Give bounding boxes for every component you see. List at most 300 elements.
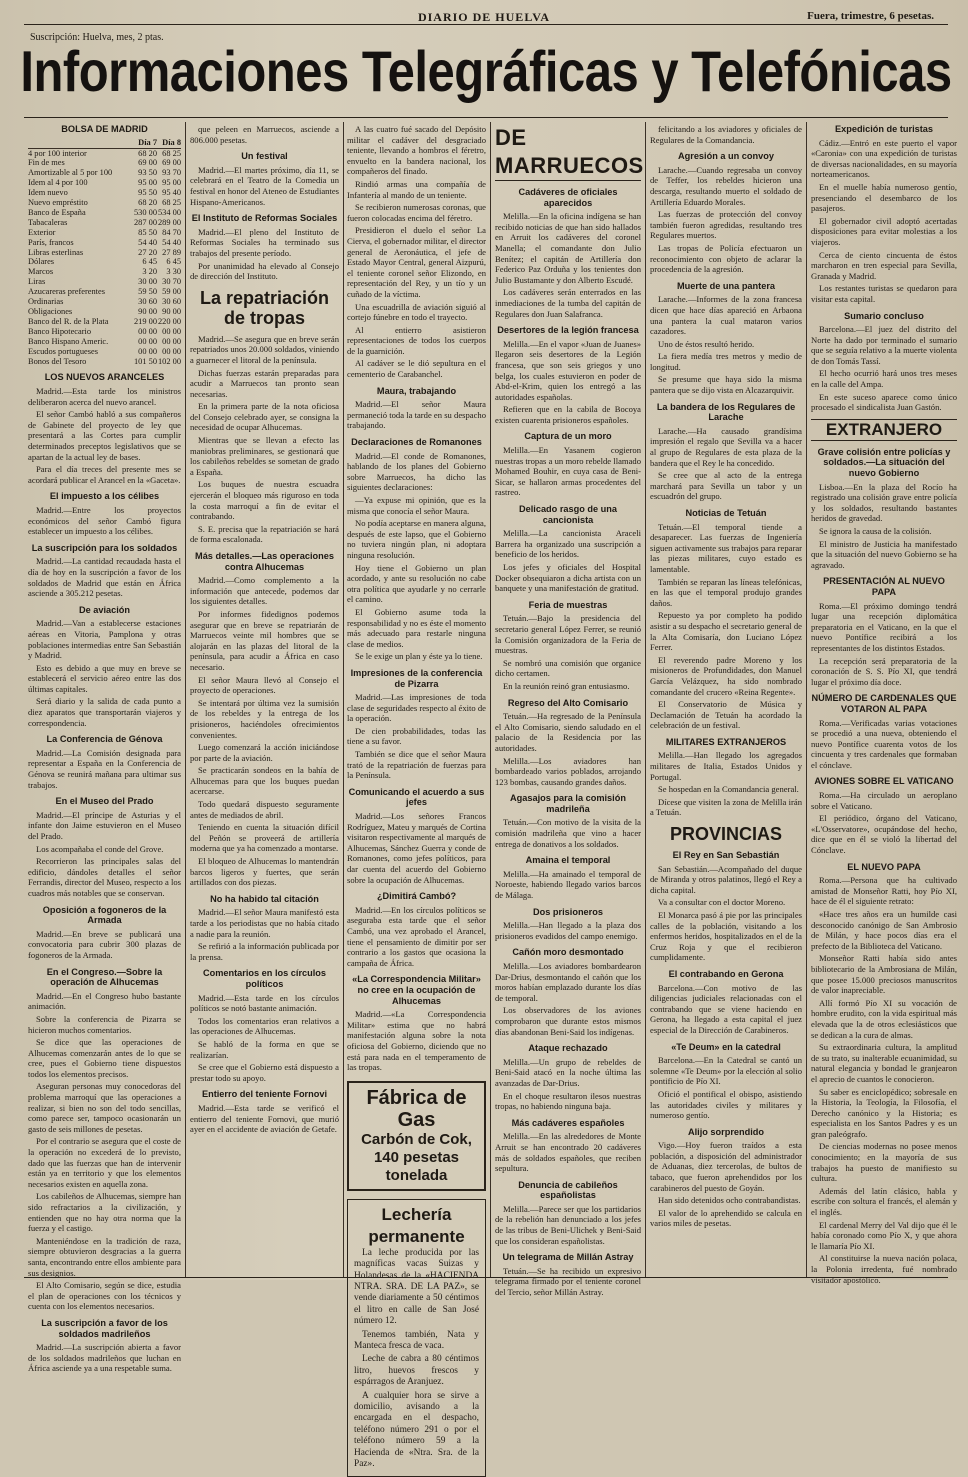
article-text: También se reparan las líneas telefónicas, en las que el temporal produjo grandes daños.: [650, 576, 802, 608]
article-heading: MILITARES EXTRANJEROS: [665, 736, 787, 747]
bolsa-header-cell: Día 7: [133, 138, 157, 148]
article-text: La recepción será preparatoria de la coronación de S. S. Pío XI, que tendrá lugar el próximo día doce.: [811, 655, 957, 687]
article-text: El señor Cambó habló a sus compañeros de Gabinete del proyecto de ley que presentará a las Cortes para cumplir determinados preceptos legislativos que se apartan de la actual ley de bases.: [28, 409, 181, 462]
bolsa-security-name: Nuevo empréstito: [28, 198, 88, 208]
bolsa-quote: 102 00: [157, 356, 181, 366]
article-heading: NÚMERO DE CARDENALES QUE VOTARON AL PAPA: [811, 693, 957, 714]
ad-title: Fábrica de Gas: [366, 1086, 467, 1131]
article-text: De cien probabilidades, todas las tiene a su favor.: [347, 725, 486, 747]
article-heading: Dos prisioneros: [533, 906, 603, 917]
article-heading: La suscripción para los soldados: [31, 542, 178, 553]
article-text: El hecho ocurrió hará unos tres meses en la calle del Ampa.: [811, 368, 957, 390]
article-text: Al constituirse la nueva nación polaca, la Polonia irredenta, fué nombrado visitador apostólico.: [811, 1253, 957, 1285]
bolsa-security-name: Marcos: [28, 267, 54, 277]
bolsa-row: [28, 337, 181, 347]
article-text: Se practicarán sondeos en la bahía de Alhucemas para que los buques puedan acercarse.: [190, 765, 339, 797]
article-text: El periódico, órgano del Vaticano, «L'Osservatore», ocupándose del hecho, dice que en él se violó la libertad del Cónclave.: [811, 813, 957, 856]
bolsa-quote: 90 00: [162, 307, 181, 316]
headline-rule: [24, 117, 948, 118]
bolsa-row: [28, 257, 181, 267]
article-heading: «La Correspondencia Militar» no cree en la ocupación de Alhucemas: [352, 974, 481, 1006]
article-text: En la reunión reinó gran entusiasmo.: [503, 680, 630, 691]
page-headline: Informaciones Telegráficas y Telefónicas: [20, 40, 952, 104]
article-text: —Ya expuse mi opinión, que es la misma que conocía el señor Maura.: [347, 495, 486, 516]
bolsa-quote: 00 00: [138, 336, 157, 346]
article-text: Uno de éstos resultó herido.: [658, 338, 755, 349]
bolsa-quote: 530 00: [133, 207, 157, 217]
bolsa-row: [28, 188, 181, 198]
article-text: Madrid.—El pleno del Instituto de Reformas Sociales ha terminado sus trabajos del presente período.: [190, 226, 339, 258]
bolsa-quote: 69 00: [162, 158, 181, 168]
bolsa-security-name: Bonos del Tesoro: [28, 356, 87, 366]
bolsa-quote: 68 25: [162, 198, 181, 208]
article-text: No podía aceptarse en manera alguna, después de este lapso, que el Gobierno no tuviera ningún plan, ni adoptara ninguna resolución.: [347, 518, 486, 560]
bolsa-quote: 00 00: [162, 336, 181, 346]
article-text: Los cadáveres serán enterrados en las inmediaciones de la tumba del capitán de Regulares don Juan Salafranca.: [495, 287, 641, 319]
article-text: Melilla.—Un grupo de rebeldes de Beni-Said atacó en la noche última las avanzadas de Dar-Drius.: [495, 1056, 641, 1088]
article-heading: Más detalles.—Las operaciones contra Alhucemas: [195, 551, 334, 572]
article-text: Se nombró una comisión que organice dicho certamen.: [495, 657, 641, 679]
article-text: Su saber es enciclopédico; sobresale en la Historia, la Teología, la Filosofía, el Derecho canónico y la Historia; es especialista en los Santos Padres y es un gran paleógrafo.: [811, 1086, 957, 1139]
article-text: Roma.—Persona que ha cultivado amistad de Monseñor Ratti, hoy Pío XI, hace de él el siguiente retrato:: [811, 875, 957, 907]
bolsa-quote: 93 70: [162, 168, 181, 178]
article-text: El bloqueo de Alhucemas lo mantendrán barcos ligeros y fuertes, que serán artillados con dos piezas.: [190, 856, 339, 888]
article-text: Por informes fidedignos podemos asegurar que en breve se repatriarán de Marruecos veinte mil hombres que se alojarán en las plazas del litoral de la península, para acudir a África en caso necesario.: [190, 608, 339, 672]
article-text: Al cadáver se le dió sepultura en el cementerio de Carabanchel.: [347, 358, 486, 380]
bolsa-row: [28, 357, 181, 367]
bolsa-security-name: 4 por 100 interior: [28, 148, 87, 158]
column-3: [347, 124, 486, 1469]
ad-text: Tenemos también, Nata y Manteca fresca de vaca.: [354, 1329, 479, 1351]
article-heading: Muerte de una pantera: [676, 280, 776, 291]
column-5: [650, 124, 802, 1274]
bolsa-security-name: Liras: [28, 277, 46, 287]
article-text: Madrid.—Como complemento a la información que antecede, podemos dar los siguientes detalles.: [190, 575, 339, 607]
article-heading: PRESENTACIÓN AL NUEVO PAPA: [823, 576, 945, 597]
bolsa-row: [28, 168, 181, 178]
article-text: Refieren que en la cabila de Bocoya existen cuarenta prisioneros españoles.: [495, 404, 641, 425]
article-text: Los cabileños de Alhucemas, siempre han sido refractarios a la civilización, y entienden que no hay otra norma que la fuerza y el castigo.: [28, 1191, 181, 1234]
article-heading: De aviación: [78, 604, 131, 615]
article-heading: Grave colisión entre policías y soldados.—La situación del nuevo Gobierno: [817, 446, 951, 479]
article-heading: Entierro del teniente Fornovi: [201, 1089, 328, 1100]
bolsa-security-name: Fin de mes: [28, 158, 65, 168]
article-text: Se dice que las operaciones de Alhucemas comenzarán antes de lo que se cree, pues el Gobierno tiene dispuestos todos los elementos precisos.: [28, 1037, 181, 1079]
article-text: Todo quedará dispuesto seguramente antes de mediados de abril.: [190, 799, 339, 820]
article-text: Larache.—Cuando regresaba un convoy de Teffer, los rebeldes hicieron una descarga, resultando muerto el soldado de Artillería Eduardo Morales.: [650, 164, 802, 207]
article-heading: LOS NUEVOS ARANCELES: [44, 372, 165, 383]
article-heading: EL NUEVO PAPA: [847, 861, 921, 872]
article-text: que peleen en Marruecos, asciende a 806.000 pesetas.: [190, 124, 339, 145]
article-heading: La Conferencia de Génova: [46, 734, 163, 745]
price-note: Fuera, trimestre, 6 pesetas.: [807, 10, 934, 22]
article-text: La fiera medía tres metros y medio de longitud.: [650, 351, 802, 372]
column-divider: [343, 122, 344, 1278]
article-text: felicitando a los aviadores y oficiales de Regulares de la Comandancia.: [650, 124, 802, 145]
article-text: Lisboa.—En la plaza del Rocío ha registrado una colisión grave entre policía y los soldados, resultando bastantes heridos de gravedad.: [811, 481, 957, 524]
article-text: Madrid.—La Comisión designada para representar a España en la Conferencia de Génova se reunirá mañana para ultimar sus trabajos.: [28, 747, 181, 790]
article-heading: Maura, trabajando: [376, 385, 457, 396]
bolsa-quote: 85 50: [138, 227, 157, 237]
article-text: Los observadores de los aviones comprobaron que durante estos mismos días abandonan Beni-Said los indígenas.: [495, 1005, 641, 1037]
article-text: Melilla.—Han llegado a la plaza dos prisioneros evadidos del campo enemigo.: [495, 920, 641, 941]
article-text: Roma.—Verificadas varias votaciones se procedió a una nueva, obteniendo el nuevo Pontífice cuarenta votos de los cincuenta y tres cardenales que formaban el cónclave.: [811, 717, 957, 770]
article-heading: Ataque rechazado: [528, 1043, 608, 1054]
article-text: Madrid.—En los círculos políticos se aseguraba esta tarde que el señor Cambó, una vez aprobado el Arancel, tiene el pensamiento de dimitir por ser contrario a los gastos que ocasiona la campaña de África.: [347, 904, 486, 968]
bolsa-quote: 69 00: [138, 158, 157, 168]
bolsa-quote: 30 60: [138, 297, 157, 307]
article-heading: AVIONES SOBRE EL VATICANO: [814, 776, 954, 787]
article-text: En el muelle había numeroso gentío, presenciando el desembarco de los pasajeros.: [811, 181, 957, 214]
article-text: El cardenal Merry del Val dijo que él le había coronado como Pío X, y que ahora le llamaría Pío XI.: [811, 1219, 957, 1251]
article-heading: Denuncia de cabileños españolistas: [518, 1179, 618, 1201]
article-text: Madrid.—El señor Maura permaneció toda la tarde en su despacho trabajando.: [347, 399, 486, 431]
article-text: Roma.—El próximo domingo tendrá lugar una recepción diplomática preparatoria en el Vaticano, en la que el nuevo Pontífice recibirá a los representantes de los distintos Estados.: [811, 600, 957, 653]
ad-text: Leche de cabra a 80 céntimos litro, huevos frescos y espárragos de Aranjuez.: [354, 1354, 479, 1388]
article-text: Melilla.—Han llegado los agregados militares de Italia, Estados Unidos y Portugal.: [650, 750, 802, 782]
article-text: Melilla.—Los aviadores han bombardeado varios poblados, arrojando 123 bombas, causando grandes daños.: [495, 755, 641, 787]
bolsa-row: [28, 327, 181, 337]
article-heading: La bandera de los Regulares de Larache: [656, 401, 796, 423]
bolsa-quote: 68 20: [138, 148, 157, 158]
article-heading: Desertores de la legión francesa: [497, 325, 639, 336]
article-text: Se hospedan en la Comandancia general.: [658, 784, 799, 795]
article-text: Todos los comentarios eran relativos a las operaciones de Alhucemas.: [190, 1015, 339, 1037]
article-text: El ministro de Justicia ha manifestado que la situación del nuevo Gobierno se ha agravado.: [811, 538, 957, 570]
article-text: Madrid.—La cantidad recaudada hasta el día de hoy en la suscripción a favor de los soldados de Madrid que están en África asciende a 305.212 pesetas.: [28, 556, 181, 599]
bolsa-header-row: [28, 138, 181, 148]
article-text: Recorrieron las principales salas del edificio, dándoles detalles el señor Ferrandis, director del Museo, respecto a los cuadros más notables que se conservan.: [28, 856, 181, 898]
bolsa-quote: 95 00: [162, 178, 181, 188]
article-text: Presidieron el duelo el señor La Cierva, el gobernador militar, el director general de Aeronáutica, el jefe de Estado Mayor Central, general Aizpurú, el teniente coronel señor Elizondo, en representación del Rey, y un tío y un cuñado de la víctima.: [347, 225, 486, 299]
article-heading: Declaraciones de Romanones: [351, 437, 482, 448]
bolsa-row: [28, 347, 181, 357]
ad-title: Lechería permanente: [368, 1204, 465, 1246]
article-text: Dícese que visiten la zona de Melilla irán a Tetuán.: [650, 796, 802, 818]
article-text: S. E. precisa que la repatriación se hará de forma escalonada.: [190, 523, 339, 545]
article-text: Para el día treces del presente mes se acordará publicar el Arancel en la «Gaceta».: [28, 464, 181, 485]
article-text: También se dice que el señor Maura trató de la repatriación de fuerzas para la Península.: [347, 749, 486, 781]
bolsa-quote: 219 00: [133, 316, 157, 326]
article-text: En la primera parte de la nota oficiosa del Consejo celebrado ayer, se consigna la necesidad de ocupar Alhucemas.: [190, 401, 339, 433]
article-text: Sobre la conferencia de Pizarra se hicieron muchos comentarios.: [28, 1013, 181, 1035]
article-text: Melilla.—Los aviadores bombardearon Dar-Drius, desmontando el cañón que los moros habían emplazado durante los días de temporal.: [495, 961, 641, 1003]
article-text: Melilla.—Ha amainado el temporal de Noroeste, habiendo llegado varios barcos de Málaga.: [495, 868, 641, 901]
section-banner: EXTRANJERO: [811, 419, 957, 441]
article-text: Madrid.—El conde de Romanones, hablando de los planes del Gobierno sobre Marruecos, ha dicho las siguientes declaraciones:: [347, 450, 486, 493]
article-heading: El impuesto a los célibes: [49, 491, 160, 502]
article-heading: Un telegrama de Millán Astray: [502, 1252, 634, 1263]
article-text: Las tropas de Policía efectuaron un reconocimiento con objeto de aclarar la procedencia de la agresión.: [650, 242, 802, 275]
article-text: Tetuán.—Se ha recibido un expresivo telegrama firmado por el teniente coronel del Tercio, señor Millán Astray.: [495, 1265, 641, 1298]
bolsa-security-name: Banco del R. de la Plata: [28, 316, 109, 326]
bolsa-security-name: Amortizable al 5 por 100: [28, 168, 113, 178]
article-text: En este suceso aparece como único procesado el sindicalista Juan Gastón.: [811, 391, 957, 413]
bolsa-row: [28, 208, 181, 218]
article-text: Melilla.—En las alrededores de Monte Arruit se han encontrado 20 cadáveres más de soldados españoles, que reciben sepultura.: [495, 1131, 641, 1174]
article-heading: En el Museo del Prado: [55, 796, 154, 807]
article-text: Madrid.—Van a establecerse estaciones aéreas en Vitoria, Pamplona y otras poblaciones intermedias entre San Sebastián y Madrid.: [28, 618, 181, 661]
bolsa-quote: 3 30: [166, 267, 181, 277]
article-text: Se intentará por última vez la sumisión de los rebeldes y la entrega de los prisioneros, haciéndoles ofrecimientos convenientes.: [190, 697, 339, 740]
bolsa-quote: 27 20: [138, 247, 157, 257]
article-heading: Feria de muestras: [528, 599, 608, 610]
article-text: Madrid.—Las impresiones de toda clase de seguridades respecto al éxito de la operación.: [347, 692, 486, 724]
article-text: Cádiz.—Entró en este puerto el vapor «Caronia» con una expedición de turistas de diversas nacionalidades, en su mayoría norteamericanos.: [811, 137, 957, 180]
article-text: Se ignora la causa de la colisión.: [819, 526, 932, 536]
article-text: Melilla.—Parece ser que los partidarios de la rebelión han denunciado a los jefes de las tribus de Beni-Ulichek y Beni-Said que los consideran españolistas.: [495, 1203, 641, 1246]
article-text: Madrid.—Los señores Francos Rodríguez, Mateu y marqués de Cortina visitaron respectivamente al marqués de Alhucemas, Sánchez Guerra y conde de Romanones, como jefes políticos, para dar cuenta del acuerdo del Gobierno sobre la ocupación de Alhucemas.: [347, 811, 486, 885]
article-text: Cerca de ciento cincuenta de éstos marcharon en tren especial para Sevilla, Granada y Madrid.: [811, 249, 957, 281]
article-heading: Captura de un moro: [524, 431, 612, 442]
bolsa-security-name: Escudos portugueses: [28, 346, 99, 356]
newspaper-name: DIARIO DE HUELVA: [417, 10, 551, 24]
bolsa-title: BOLSA DE MADRID: [61, 124, 148, 134]
article-text: Esto es debido a que muy en breve se establecerá el servicio aéreo entre las dos últimas capitales.: [28, 662, 181, 694]
article-text: Melilla.—En la oficina indígena se han recibido noticias de que han sido hallados en Arruit los cadáveres del coronel Manella; el comandante don Julio Benítez; el capitán de Artillería don Federico Paz Orduña y los tenientes don Julio Bustamante y don Alberto Escudé.: [495, 211, 641, 285]
bolsa-quote: 220 00: [157, 316, 181, 326]
article-text: Barcelona.—En la Catedral se cantó un solemne «Te Deum» por la elección al solio pontificio de Pío XI.: [650, 1055, 802, 1087]
article-text: El señor Maura llevó al Consejo el proyecto de operaciones.: [190, 674, 339, 696]
bolsa-quote: 54 40: [138, 237, 157, 247]
ad-text: A cualquier hora se sirve a domicilio, avisando a la encargada en el despacho, teléfono número 291 o por el teléfono número 59 a la Hacienda de «Ntra. Sra. de la Paz».: [354, 1390, 479, 1469]
article-text: Madrid.—Esta tarde se verificó el entierro del teniente Fornovi, que murió ayer en el accidente de aviación de Getafe.: [190, 1102, 339, 1135]
article-text: El gobernador civil adoptó acertadas disposiciones para evitar molestias a los viajeros.: [811, 215, 957, 247]
article-text: Tetuán.—El temporal tiende a desaparecer. Las fuerzas de Ingeniería siguen activamente sus trabajos para reparar las piezas militares, cuyo estado es lamentable.: [650, 521, 802, 574]
article-heading: Agasajos para la comisión madrileña: [510, 793, 626, 814]
article-text: Madrid.—El príncipe de Asturias y el infante don Jaime estuvieron en el Museo del Prado.: [28, 809, 181, 841]
bolsa-security-name: Ordinarias: [28, 297, 64, 307]
article-text: Se le exige un plan y éste ya lo tiene.: [355, 651, 483, 662]
column-divider: [806, 122, 807, 1278]
article-text: El Monarca pasó á pie por las principales calles de la población, visitando a los enfermos heridos, hospitalizados en el de la Cruz Roja y que el recibieron cumplidamente.: [650, 910, 802, 963]
article-text: De ciencias modernas no posee menos conocimiento; en la mayoría de sus trabajos ha puesto de manifiesto su cultura.: [811, 1141, 957, 1184]
bolsa-quote: 30 60: [162, 297, 181, 307]
article-text: El valor de lo aprehendido se calcula en varios miles de pesetas.: [650, 1207, 802, 1229]
article-text: Allí formó Pío XI su vocación de hombre erudito, con la vida espiritual más elevada que la de otros eclesiásticos que se dedican a la cura de almas.: [811, 997, 957, 1040]
article-text: Manteniéndose en la tradición de raza, siempre obtuvieron desgracias a la guerra santa, encontrando entre ellos ambiente para sus designios.: [28, 1235, 181, 1278]
article-heading: Comunicando el acuerdo a sus jefes: [348, 786, 485, 808]
article-heading: Cañón moro desmontado: [512, 947, 624, 958]
column-divider: [645, 122, 646, 1278]
article-text: Madrid.—Esta tarde en los círculos políticos se notó bastante animación.: [190, 992, 339, 1014]
article-text: A las cuatro fué sacado del Depósito militar el cadáver del desgraciado teniente, llevando a hombros el féretro, envuelto en la bandera nacional, los compañeros del finado.: [347, 124, 486, 177]
column-divider: [185, 122, 186, 1278]
article-heading: Impresiones de la conferencia de Pizarra: [350, 667, 483, 689]
article-text: Aseguran personas muy conocedoras del problema marroquí que las operaciones a realizar, si bien no son del todo sencillas, como parece ser, tampoco ocasionarán un gasto de seis millones de pesetas.: [28, 1081, 181, 1134]
article-text: Se habló de la forma en que se realizarían.: [190, 1038, 339, 1060]
article-text: Madrid.—En breve se publicará una convocatoria para cubrir 300 plazas de fogoneros de la Armada.: [28, 928, 181, 960]
bolsa-security-name: Banco de España: [28, 207, 86, 217]
bolsa-row: [28, 228, 181, 238]
article-heading: El contrabando en Gerona: [668, 968, 784, 979]
bolsa-row: [28, 198, 181, 208]
bolsa-quote: 95 00: [138, 178, 157, 188]
article-text: Luego comenzará la acción iniciándose por parte de la aviación.: [190, 742, 339, 763]
bolsa-quote: 00 00: [162, 346, 181, 356]
article-text: Tetuán.—Ha regresado de la Península el Alto Comisario, siendo saludado en el palacio de la Residencia por las autoridades.: [495, 711, 641, 753]
article-text: Melilla.—En Yasanem cogieron nuestras tropas a un moro rebelde llamado Mohamed Bouhir, en cuya casa de Beni-Sicar, se hallaron armas procedentes del rastreo.: [495, 445, 641, 498]
article-heading: Oposición a fogoneros de la Armada: [42, 904, 167, 926]
bolsa-quote: 30 00: [138, 277, 157, 287]
bolsa-security-name: Idem nuevo: [28, 188, 68, 198]
article-text: El Alto Comisario, según se dice, estudia el plan de operaciones con los técnicos y cuenta con los elementos necesarios.: [28, 1280, 181, 1312]
article-heading: No ha habido tal citación: [210, 893, 319, 904]
article-text: Rindió armas una compañía de Infantería al mando de un teniente.: [347, 178, 486, 200]
article-heading: El Rey en San Sebastián: [672, 850, 780, 861]
article-heading: Un festival: [241, 151, 288, 162]
article-text: Larache.—Informes de la zona francesa dicen que hace días apareció en Arbaona una pantera la cual mataron varios cazadores.: [650, 294, 802, 337]
section-title: PROVINCIAS: [669, 824, 783, 845]
bolsa-quote: 59 50: [138, 287, 157, 297]
article-text: Teniendo en cuenta la situación difícil del Peñón se proveerá de artillería moderna que ya ha comenzado a montarse.: [190, 822, 339, 854]
article-text: Madrid.—Esta tarde los ministros deliberaron acerca del nuevo arancel.: [28, 386, 181, 407]
bolsa-security-name: Dólares: [28, 257, 55, 267]
bolsa-row: [28, 158, 181, 168]
bolsa-security-name: Tabacaleras: [28, 217, 68, 227]
article-text: Melilla.—En el vapor «Juan de Juanes» llegaron seis desertores de la Legión francesa, que son seis griegos y uno belga, los cuales estuvieron en poder de Abd-el-Krim, quien los entregó a las autoridades españolas.: [495, 338, 641, 402]
article-heading: Alijo sorprendido: [687, 1126, 765, 1137]
column-divider: [490, 122, 491, 1278]
bolsa-security-name: Banco Hispano Americ.: [28, 336, 109, 346]
top-rule: [24, 24, 948, 25]
bolsa-quote: 6 45: [142, 257, 157, 267]
article-text: Al entierro asistieron representaciones de todos los cuerpos de la guarnición.: [347, 324, 486, 356]
article-text: Su extraordinaria cultura, la amplitud de su trato, su inalterable ecuanimidad, su natural elegancia y bondad le granjearon el aprecio de cuantos le conocieron.: [811, 1042, 957, 1084]
bolsa-quote: 68 20: [138, 198, 157, 208]
article-text: Además del latín clásico, habla y escribe con soltura el francés, el alemán y el inglés.: [811, 1185, 957, 1218]
article-text: «Hace tres años era un humilde casi desconocido canónigo de San Ambrosio de Milán, y hace pocos días era el prefecto de la Biblioteca del Vaticano.: [811, 909, 957, 951]
bolsa-quote: 6 45: [166, 257, 181, 267]
subscription-note: Suscripción: Huelva, mes, 2 ptas.: [30, 32, 164, 43]
article-text: Madrid.—La suscripción abierta a favor de los soldados madrileños que luchan en África asciende ya a una respetable suma.: [28, 1342, 181, 1374]
article-text: Los jefes y oficiales del Hospital Docker obsequiaron a dicha artista con un banquete y una manifestación de gratitud.: [495, 562, 641, 594]
bolsa-row: [28, 248, 181, 258]
article-text: Se recibieron numerosas coronas, que fueron colocadas encima del féretro.: [347, 202, 486, 223]
bolsa-quote: 3 20: [142, 267, 157, 277]
bolsa-security-name: Exterior: [28, 227, 56, 237]
article-text: Se refirió a la información publicada por la prensa.: [190, 941, 339, 962]
bolsa-row: [28, 307, 181, 317]
bottom-rule: [24, 1277, 948, 1278]
masthead-line: [0, 4, 968, 43]
article-heading: En el Congreso.—Sobre la operación de Alhucemas: [46, 966, 163, 988]
article-text: El Gobierno asume toda la responsabilidad y no es éste el momento más adecuado para restarle ninguna clase de medios.: [347, 606, 486, 649]
bolsa-security-name: Obligaciones: [28, 307, 73, 316]
bolsa-quote: 68 25: [162, 148, 181, 158]
article-text: Se cree que al acto de la entrega marchará para Sevilla un tabor y un escuadrón del grupo.: [650, 470, 802, 502]
article-text: Madrid.—Entre los proyectos económicos del señor Cambó figura establecer un impuesto a los célibes.: [28, 504, 181, 537]
bolsa-quote: 84 70: [162, 227, 181, 237]
bolsa-quote: 95 40: [162, 188, 181, 198]
bolsa-security-name: Banco Hipotecario: [28, 326, 92, 336]
bolsa-table: [28, 138, 181, 367]
article-text: Tetuán.—Bajo la presidencia del secretario general López Ferrer, se reunió la Comisión organizadora de la Feria de muestras.: [495, 613, 641, 656]
article-text: Repuesto ya por completo ha podido asistir a su despacho el secretario general de la Alta Comisaría, don Luciano López Ferrer.: [650, 610, 802, 653]
bolsa-quote: 289 00: [157, 217, 181, 227]
column-1: [28, 124, 181, 1374]
bolsa-quote: 00 00: [138, 346, 157, 356]
bolsa-quote: 95 50: [138, 188, 157, 198]
article-heading: La suscripción a favor de los soldados madrileños: [41, 1317, 168, 1339]
article-heading: El Instituto de Reformas Sociales: [191, 213, 338, 224]
bolsa-security-name: Libras esterlinas: [28, 247, 84, 257]
column-4: [495, 124, 644, 1298]
article-heading: Expedición de turistas: [834, 124, 934, 134]
article-heading: Regreso del Alto Comisario: [507, 697, 629, 708]
bolsa-quote: 30 70: [162, 277, 181, 287]
ad-text: La leche producida por las magníficas vacas Suizas y Holandesas de la «HACIENDA NTRA. SRA. DE LA PAZ», se vende diariamente a 50 céntimos el litro en calle de San José número 12.: [354, 1247, 479, 1327]
article-text: En el choque resultaron ilesos nuestras tropas, no habiendo ninguna baja.: [495, 1090, 641, 1112]
article-text: Madrid.—En el Congreso hubo bastante animación.: [28, 990, 181, 1012]
article-text: Será diario y la salida de cada punto a diez aparatos que transportarán viajeros y correspondencia.: [28, 696, 181, 728]
article-heading: Cadáveres de oficiales aparecidos: [518, 187, 618, 208]
article-text: Vigo.—Hoy fueron traídos a esta población, a disposición del administrador de Aduanas, diez tercerolas, de bultos de tabaco, que fueron aprehendidos por los carabineros del puesto de Goyán.: [650, 1140, 802, 1193]
article-text: Mientras que se llevan a efecto las maniobras preliminares, se gestionará que los cabileños rebeldes se sometan de grado a España.: [190, 435, 339, 477]
bolsa-quote: 101 50: [133, 356, 157, 366]
article-heading: Sumario concluso: [844, 310, 924, 321]
bolsa-quote: 00 00: [162, 326, 181, 336]
bolsa-row: [28, 148, 181, 158]
bolsa-row: [28, 238, 181, 248]
article-text: Monseñor Ratti había sido antes bibliotecario de la Ambrosiana de Milán, que posee 15.000 preciosos manuscritos de valor inapreciable.: [811, 953, 957, 996]
bolsa-row: [28, 287, 181, 297]
article-text: Han sido detenidos ocho contrabandistas.: [658, 1195, 801, 1206]
bolsa-quote: 27 89: [162, 247, 181, 257]
article-text: San Sebastián.—Acompañado del duque de Miranda y otros palatinos, llegó el Rey a dicha capital.: [650, 863, 802, 895]
bolsa-quote: 59 00: [162, 287, 181, 297]
article-text: Tetuán.—Con motivo de la visita de la comisión madrileña que vino a hacer entrega de donativos a los soldados.: [495, 817, 641, 849]
bolsa-row: [28, 218, 181, 228]
article-text: Los buques de nuestra escuadra ejercerán el bloqueo más riguroso en toda la costa marroquí a fin de evitar el contrabando.: [190, 479, 339, 522]
article-headline-big: La repatriación de tropas: [199, 287, 330, 328]
article-text: Barcelona.—El juez del distrito del Norte ha dado por terminado el sumario que se seguía relativo a la muerte violenta de don Tomás Tassí.: [811, 324, 957, 366]
article-heading: Comentarios en los círculos políticos: [202, 968, 327, 989]
ad-subtitle: Carbón de Cok, 140 pesetas tonelada: [361, 1130, 472, 1184]
bolsa-row: [28, 267, 181, 277]
bolsa-row: [28, 277, 181, 287]
article-text: Madrid.—«La Correspondencia Militar» estima que no habrá manifestación alguna sobre la nota oficiosa del Gobierno, diciendo que no está para nada en el temperamento de las tropas.: [347, 1009, 486, 1073]
article-heading: Agresión a un convoy: [678, 151, 774, 162]
bolsa-security-name: París, francos: [28, 237, 74, 247]
bolsa-header-cell: Día 8: [157, 138, 181, 148]
article-heading: «Te Deum» en la catedral: [671, 1041, 781, 1052]
article-text: Hoy tiene el Gobierno un plan acordado, y ante su resolución no cabe otra política que ayudarle y no cerrarle el camino.: [347, 562, 486, 605]
bolsa-row: [28, 297, 181, 307]
article-heading: ¿Dimitirá Cambó?: [376, 891, 457, 902]
bolsa-header-blank: [28, 138, 133, 148]
bolsa-security-name: Idem al 4 por 100: [28, 178, 88, 188]
article-heading: Amaina el temporal: [525, 855, 611, 866]
article-text: El reverendo padre Moreno y los misioneros de Profundidades, don Manuel García Velázquez, ha sido nombrado comandante del crucero «Reina Regente».: [650, 654, 802, 697]
article-text: Barcelona.—Con motivo de las diligencias judiciales relacionadas con el contrabando que se viene haciendo en Gerona, ha llegado a esta capital el juez especial de la Dirección de Carabineros.: [650, 982, 802, 1035]
bolsa-quote: 54 40: [162, 237, 181, 247]
article-text: Por unanimidad ha elevado al Consejo de dirección del Instituto.: [190, 260, 339, 282]
bolsa-quote: 90 00: [138, 307, 157, 316]
article-heading: Delicado rasgo de una cancionista: [518, 504, 618, 525]
bolsa-quote: 534 00: [157, 207, 181, 217]
article-text: Ofició el pontifical el obispo, asistiendo las autoridades civiles y militares y numeroso gentío.: [650, 1088, 802, 1121]
article-text: Larache.—Ha causado grandísima impresión el regalo que Sevilla va a hacer al grupo de Regulares de esta plaza de la bandera que el Rey le ha concedido.: [650, 425, 802, 468]
article-text: Melilla.—La cancionista Araceli Barrera ha organizado una suscripción a beneficio de los heridos.: [495, 528, 641, 560]
article-text: Los acompañaba el conde del Grove.: [36, 843, 164, 854]
article-text: Una escuadrilla de aviación siguió al cortejo fúnebre en todo el trayecto.: [347, 301, 486, 323]
article-heading: Más cadáveres españoles: [511, 1117, 625, 1128]
article-text: El Conservatorio de Música y Declamación de Tetuán ha acordado la celebración de un festival.: [650, 699, 802, 731]
article-text: Madrid.—Se asegura que en breve serán repatriados unos 20.000 soldados, viniendo a guarnecer el litoral de la península.: [190, 333, 339, 365]
bolsa-quote: 287 00: [133, 217, 157, 227]
bolsa-security-name: Azucareras preferentes: [28, 287, 105, 297]
